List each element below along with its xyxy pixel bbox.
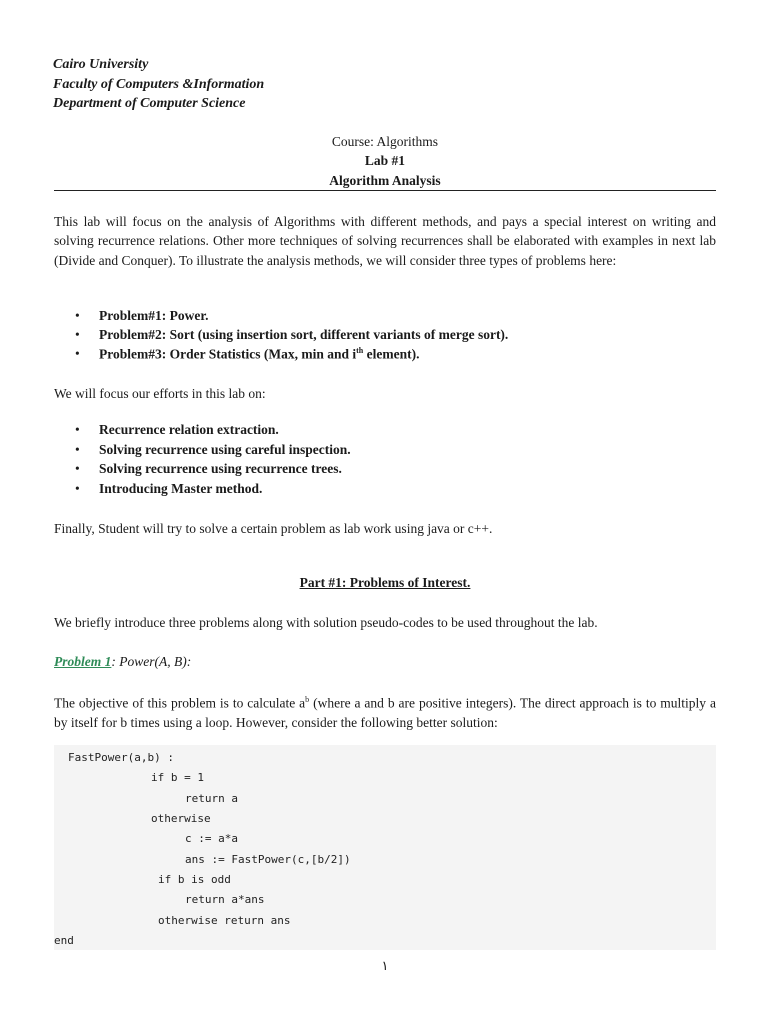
focus-item: Solving recurrence using careful inspection. xyxy=(99,442,351,457)
code-line: ans := FastPower(c,[b/2]) xyxy=(185,853,351,866)
department-name: Department of Computer Science xyxy=(53,96,246,111)
university-name: Cairo University xyxy=(53,57,149,72)
code-block xyxy=(54,745,716,950)
problem-item: Problem#3: Order Statistics (Max, min and $i^{th}$ element). xyxy=(99,346,420,362)
problem-item: Problem#2: Sort (using insertion sort, different variants of merge sort). xyxy=(99,327,509,342)
lab-number: Lab #1 xyxy=(364,153,406,168)
bullet-icon: • xyxy=(75,442,80,457)
code-line: if b = 1 xyxy=(151,771,204,784)
code-line: c := a*a xyxy=(185,832,238,845)
intro-paragraph: This lab will focus on the analysis of Algorithms with different methods, and pays a special interest on writing and solving recurrence relations. Other more techniques of solving recurrences shall be elaborated with examples in next lab (Divide and Conquer). To illustrate the analysis methods, we will consider three types of problems here: xyxy=(54,214,716,268)
problem1-link[interactable]: Problem 1 xyxy=(54,654,112,669)
course-label: Course: Algorithms xyxy=(331,134,439,149)
bullet-icon: • xyxy=(75,346,80,361)
problem-item: Problem#1: Power. xyxy=(99,308,209,323)
bullet-icon: • xyxy=(75,327,80,342)
part1-title: Part #1: Problems of Interest. xyxy=(299,575,471,590)
bullet-icon: • xyxy=(75,481,80,496)
focus-item: Recurrence relation extraction. xyxy=(99,422,279,437)
bullet-icon: • xyxy=(75,461,80,476)
bullet-icon: • xyxy=(75,422,80,437)
faculty-name: Faculty of Computers &Information xyxy=(53,77,265,92)
finally-paragraph: Finally, Student will try to solve a certain problem as lab work using java or c++. xyxy=(54,521,493,536)
page-number: ١ xyxy=(381,958,389,973)
bullet-icon: • xyxy=(75,308,80,323)
code-line: return a*ans xyxy=(185,893,265,906)
objective-paragraph: The objective of this problem is to calculate $a^b$ (where a and b are positive integers). The direct approach is to multiply a by itself for b times using a loop. However, consider the following better solution: xyxy=(54,695,716,730)
page-title: Algorithm Analysis xyxy=(329,173,441,188)
focus-item: Introducing Master method. xyxy=(99,481,263,496)
code-line: if b is odd xyxy=(158,873,231,886)
code-line: return a xyxy=(185,792,238,805)
title-divider xyxy=(54,190,716,191)
focus-item: Solving recurrence using recurrence trees. xyxy=(99,461,342,476)
code-line: FastPower(a,b) : xyxy=(68,751,174,764)
code-line: otherwise return ans xyxy=(158,914,291,927)
part1-intro: We briefly introduce three problems along with solution pseudo-codes to be used throughout the lab. xyxy=(54,615,598,630)
code-line: otherwise xyxy=(151,812,211,825)
problem1-heading xyxy=(54,652,716,671)
problem1-signature: : Power(A, B): xyxy=(111,654,192,669)
focus-intro: We will focus our efforts in this lab on: xyxy=(54,386,266,401)
code-line: end xyxy=(54,934,74,947)
